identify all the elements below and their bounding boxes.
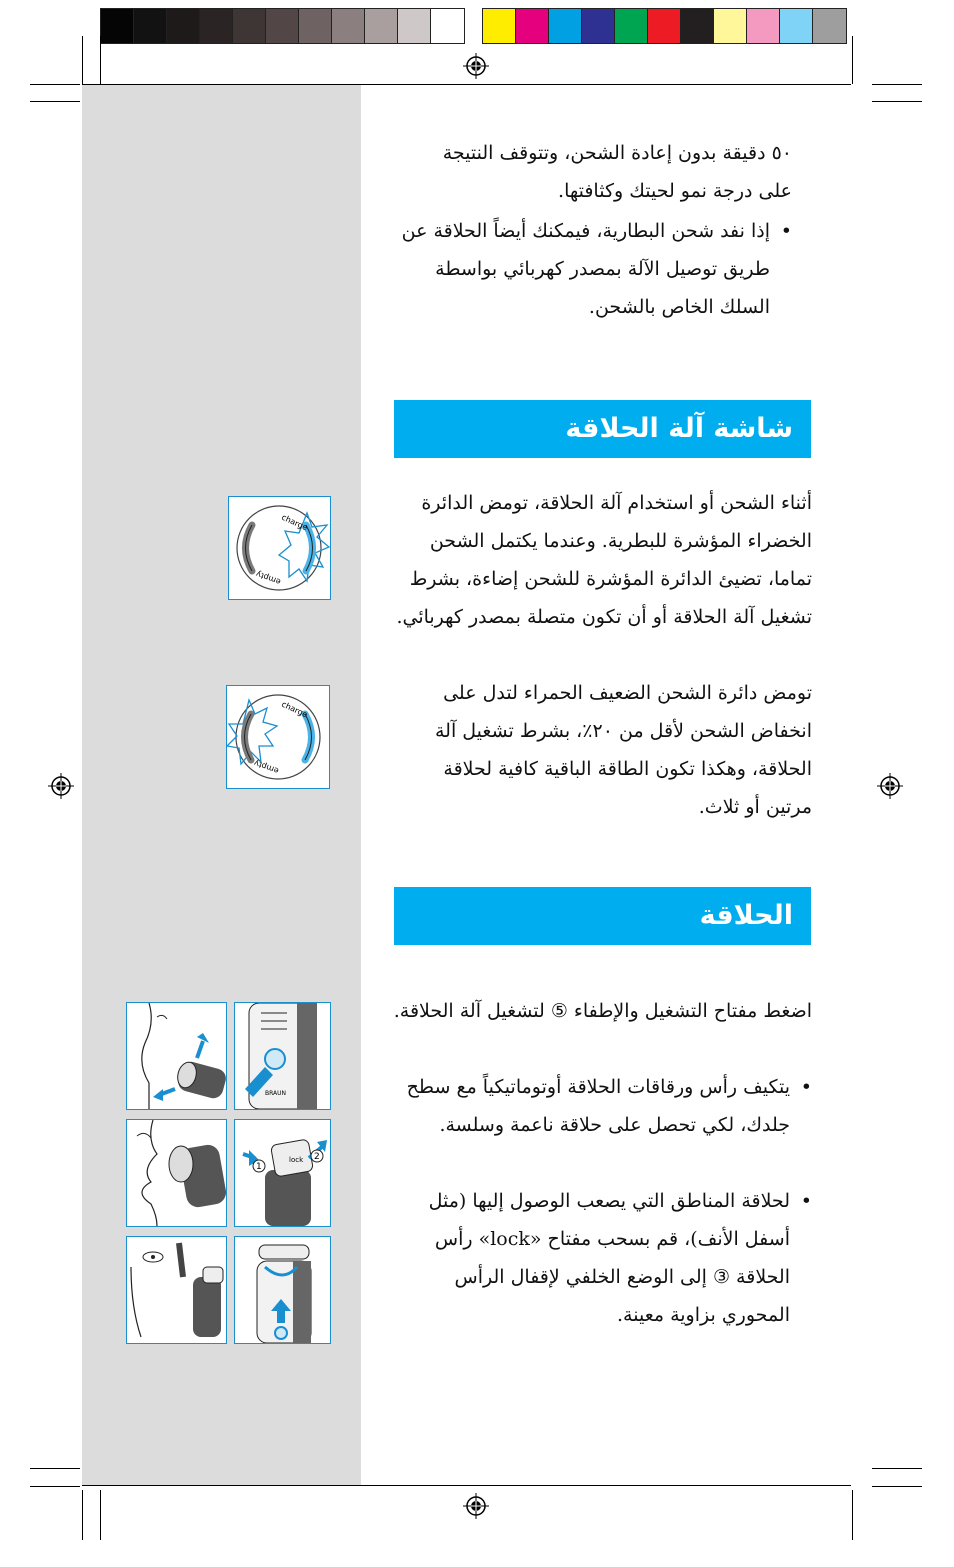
switch-on-instruction: اضغط مفتاح التشغيل والإطفاء ⑤ لتشغيل آلة الحلاقة. xyxy=(393,1000,812,1022)
crop-mark xyxy=(872,1468,922,1469)
shaving-sideburn-illustration xyxy=(126,1236,227,1344)
shaving-lip-illustration xyxy=(126,1119,227,1227)
process-color-bar xyxy=(482,8,847,44)
crop-mark xyxy=(852,1490,853,1540)
lock-head-illustration xyxy=(234,1119,331,1227)
color-swatch xyxy=(101,9,134,43)
color-swatch xyxy=(200,9,233,43)
bullet-item xyxy=(392,1068,812,1144)
crop-mark xyxy=(82,1490,83,1540)
crop-mark xyxy=(30,101,80,102)
bullet-symbol: • xyxy=(780,220,792,242)
color-swatch xyxy=(648,9,681,43)
gauge-empty-label: empty xyxy=(252,758,280,776)
charge-indicator-figure xyxy=(228,496,331,600)
crop-mark xyxy=(872,1486,922,1487)
color-swatch xyxy=(714,9,747,43)
cord-shaving-text: إذا نفد شحن البطارية، فيمكنك أيضاً الحلاقة عن طريق توصيل الآلة بمصدر كهربائي بواسطة السلك الخاص بالشحن. xyxy=(401,220,770,318)
color-swatch xyxy=(167,9,200,43)
shaving-neck-illustration xyxy=(126,1002,227,1110)
bullet-symbol: • xyxy=(800,1190,812,1212)
color-swatch xyxy=(299,9,332,43)
registration-mark-icon xyxy=(877,773,903,799)
gauge-empty-label: empty xyxy=(254,569,282,587)
display-paragraph-2: تومض دائرة الشحن الضعيف الحمراء لتدل على انخفاض الشحن لأقل من ٢٠٪، بشرط تشغيل آلة الحلاقة، وهكذا تكون الطاقة الباقية كافية لحلاقة مرتين أو ثلاث. xyxy=(434,682,812,818)
color-swatch xyxy=(747,9,780,43)
step-1-label: 1 xyxy=(256,1162,262,1172)
grayscale-color-bar xyxy=(100,8,465,44)
crop-mark xyxy=(30,1468,80,1469)
crop-mark xyxy=(100,1490,101,1540)
display-text xyxy=(392,484,812,826)
color-swatch xyxy=(134,9,167,43)
registration-mark-icon xyxy=(463,53,489,79)
registration-mark-icon xyxy=(463,1493,489,1519)
crop-mark xyxy=(872,84,922,85)
color-swatch xyxy=(516,9,549,43)
shaving-text xyxy=(392,992,812,1334)
lock-label: lock xyxy=(289,1156,304,1164)
crop-mark xyxy=(30,84,80,85)
color-swatch xyxy=(549,9,582,43)
color-swatch xyxy=(813,9,846,43)
step-2-label: 2 xyxy=(314,1152,320,1162)
switch-on-illustration xyxy=(234,1002,331,1110)
battery-line-1: ٥٠ دقيقة بدون إعادة الشحن، وتتوقف النتيجة xyxy=(442,142,792,164)
battery-line-2: على درجة نمو لحيتك وكثافتها. xyxy=(558,180,792,202)
color-swatch xyxy=(266,9,299,43)
brand-label: BRAUN xyxy=(265,1090,287,1097)
crop-mark xyxy=(872,101,922,102)
section-heading-shaving: الحلاقة xyxy=(394,887,811,945)
crop-mark xyxy=(82,36,83,84)
crop-mark xyxy=(852,36,853,84)
color-swatch xyxy=(431,9,464,43)
color-swatch xyxy=(582,9,615,43)
gauge-charge-label: charge xyxy=(280,699,309,720)
color-swatch xyxy=(332,9,365,43)
bullet-symbol: • xyxy=(800,1076,812,1098)
color-swatch xyxy=(780,9,813,43)
section-heading-display: شاشة آلة الحلاقة xyxy=(394,400,811,458)
crop-mark xyxy=(100,36,101,84)
adaptive-head-text: يتكيف رأس ورقاقات الحلاقة أوتوماتيكياً مع سطح جلدك، لكي تحصل على حلاقة ناعمة وسلسة. xyxy=(406,1076,790,1136)
bullet-item xyxy=(396,212,792,326)
unlock-head-illustration xyxy=(234,1236,331,1344)
color-swatch xyxy=(233,9,266,43)
low-charge-indicator-figure xyxy=(226,685,330,789)
registration-mark-icon xyxy=(48,773,74,799)
color-swatch xyxy=(483,9,516,43)
color-swatch xyxy=(365,9,398,43)
battery-text xyxy=(396,134,792,326)
lock-head-text: لحلاقة المناطق التي يصعب الوصول إليها (مثل أسفل الأنف)، قم بسحب مفتاح «lock» رأس الحلاقة ③ إلى الوضع الخلفي لإقفال الرأس المحوري بزاوية معينة. xyxy=(428,1190,790,1326)
color-swatch xyxy=(398,9,431,43)
color-swatch xyxy=(615,9,648,43)
bullet-item xyxy=(392,1182,812,1334)
crop-mark xyxy=(30,1486,80,1487)
gauge-charge-label: charge xyxy=(280,512,309,533)
display-paragraph-1: أثناء الشحن أو استخدام آلة الحلاقة، تومض الدائرة الخضراء المؤشرة للبطرية. وعندما يكتمل الشحن تماما، تضيئ الدائرة المؤشرة للشحن إضاءة، بشرط تشغيل آلة الحلاقة أو أن تكون متصلة بمصدر كهربائي. xyxy=(396,492,812,628)
color-swatch xyxy=(681,9,714,43)
